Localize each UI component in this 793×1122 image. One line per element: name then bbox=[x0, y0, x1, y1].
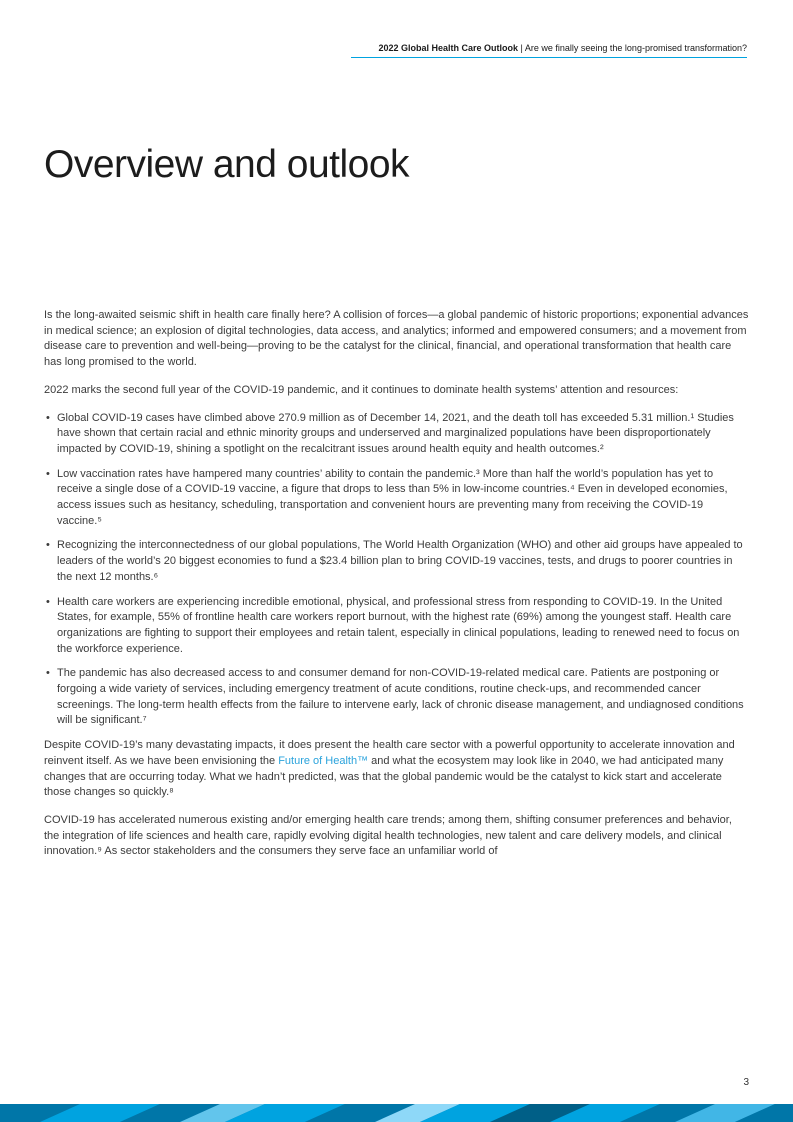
page-number: 3 bbox=[743, 1077, 749, 1088]
future-of-health-paragraph bbox=[44, 738, 749, 801]
paragraph-text-before-link: Despite COVID-19’s many devastating impacts, it does present the health care sector with a powerful opportunity to accelerate innovation and reinvent itself. As we have been envisioning the bbox=[44, 739, 735, 767]
intro-paragraph: Is the long-awaited seismic shift in health care finally here? A collision of forces—a global pandemic of historic proportions; exponential advances in medical science; an explosion of digital technologies, data access, and analytics; informed and empowered consumers; and a movement from disease care to prevention and well-being—proving to be the catalyst for the clinical, financial, and operational transformation that health care has long promised to the world. bbox=[44, 309, 749, 369]
running-header bbox=[347, 43, 747, 54]
bullet-item-care-demand: • The pandemic has also decreased access to and consumer demand for non-COVID-19-related medical care. Patients are postponing or forgoing a wide variety of services, including emergency treatment of acute conditions, routine check-ups, and recommended cancer screenings. The long-term health effects from the failure to intervene early, lack of chronic disease management, and undiagnosed conditions will be significant.⁷ bbox=[44, 666, 749, 729]
page-title: Overview and outlook bbox=[44, 143, 410, 187]
bullet-list bbox=[44, 411, 749, 730]
header-rule bbox=[351, 57, 747, 58]
future-of-health-link[interactable]: Future of Health™ bbox=[278, 754, 369, 767]
bullet-item-vaccination-rates: • Low vaccination rates have hampered many countries’ ability to contain the pandemic.³ More than half the world’s population has yet to receive a single dose of a COVID-19 vaccine, a figure that drops to less than 5% in low-income countries.⁴ Even in developed economies, access issues such as hesitancy, scheduling, transportation and convenient hours are preventing many from receiving the COVID-19 vaccine.⁵ bbox=[44, 467, 749, 530]
body-copy bbox=[44, 308, 749, 872]
closing-paragraph: COVID-19 has accelerated numerous existing and/or emerging health care trends; among them, shifting consumer preferences and behavior, the integration of life sciences and health care, rapidly evolving digital health technologies, new talent and care delivery models, and clinical innovation.⁹ As sector stakeholders and the consumers they serve face an unfamiliar world of bbox=[44, 813, 732, 858]
paragraph-text-after-link: and what the ecosystem may look like in 2040, we had anticipated many changes that are occurring today. What we hadn’t predicted, was that the global pandemic would be the catalyst to kick start and accelerate those changes so quickly.⁸ bbox=[44, 754, 724, 799]
lead-in-paragraph: 2022 marks the second full year of the COVID-19 pandemic, and it continues to dominate health systems’ attention and resources: bbox=[44, 383, 679, 396]
bullet-item-workforce-stress: • Health care workers are experiencing incredible emotional, physical, and professional stress from responding to COVID-19. In the United States, for example, 55% of frontline health care workers report burnout, with the highest rate (69%) among the youngest staff. Health care organizations are fighting to support their employees and retain talent, especially in clinical populations, leading to renewed need to focus on the workforce experience. bbox=[44, 595, 749, 658]
footer-stripe-band bbox=[0, 1104, 793, 1122]
header-report-title: 2022 Global Health Care Outlook bbox=[378, 43, 519, 53]
bullet-item-covid-cases: • Global COVID-19 cases have climbed above 270.9 million as of December 14, 2021, and the death toll has exceeded 5.31 million.¹ Studies have shown that certain racial and ethnic minority groups and underserved and marginalized populations have been disproportionately impacted by COVID-19, shining a spotlight on the recalcitrant issues around health equity and health outcomes.² bbox=[44, 411, 749, 458]
footer-stripe-pattern bbox=[0, 1104, 793, 1122]
header-report-subtitle: | Are we finally seeing the long-promised transformation? bbox=[518, 43, 747, 53]
bullet-item-who-funding: • Recognizing the interconnectedness of our global populations, The World Health Organization (WHO) and other aid groups have appealed to leaders of the world’s 20 biggest economies to fund a $23.4 billion plan to bring COVID-19 vaccines, tests, and drugs to poorer countries in the next 12 months.⁶ bbox=[44, 538, 749, 585]
